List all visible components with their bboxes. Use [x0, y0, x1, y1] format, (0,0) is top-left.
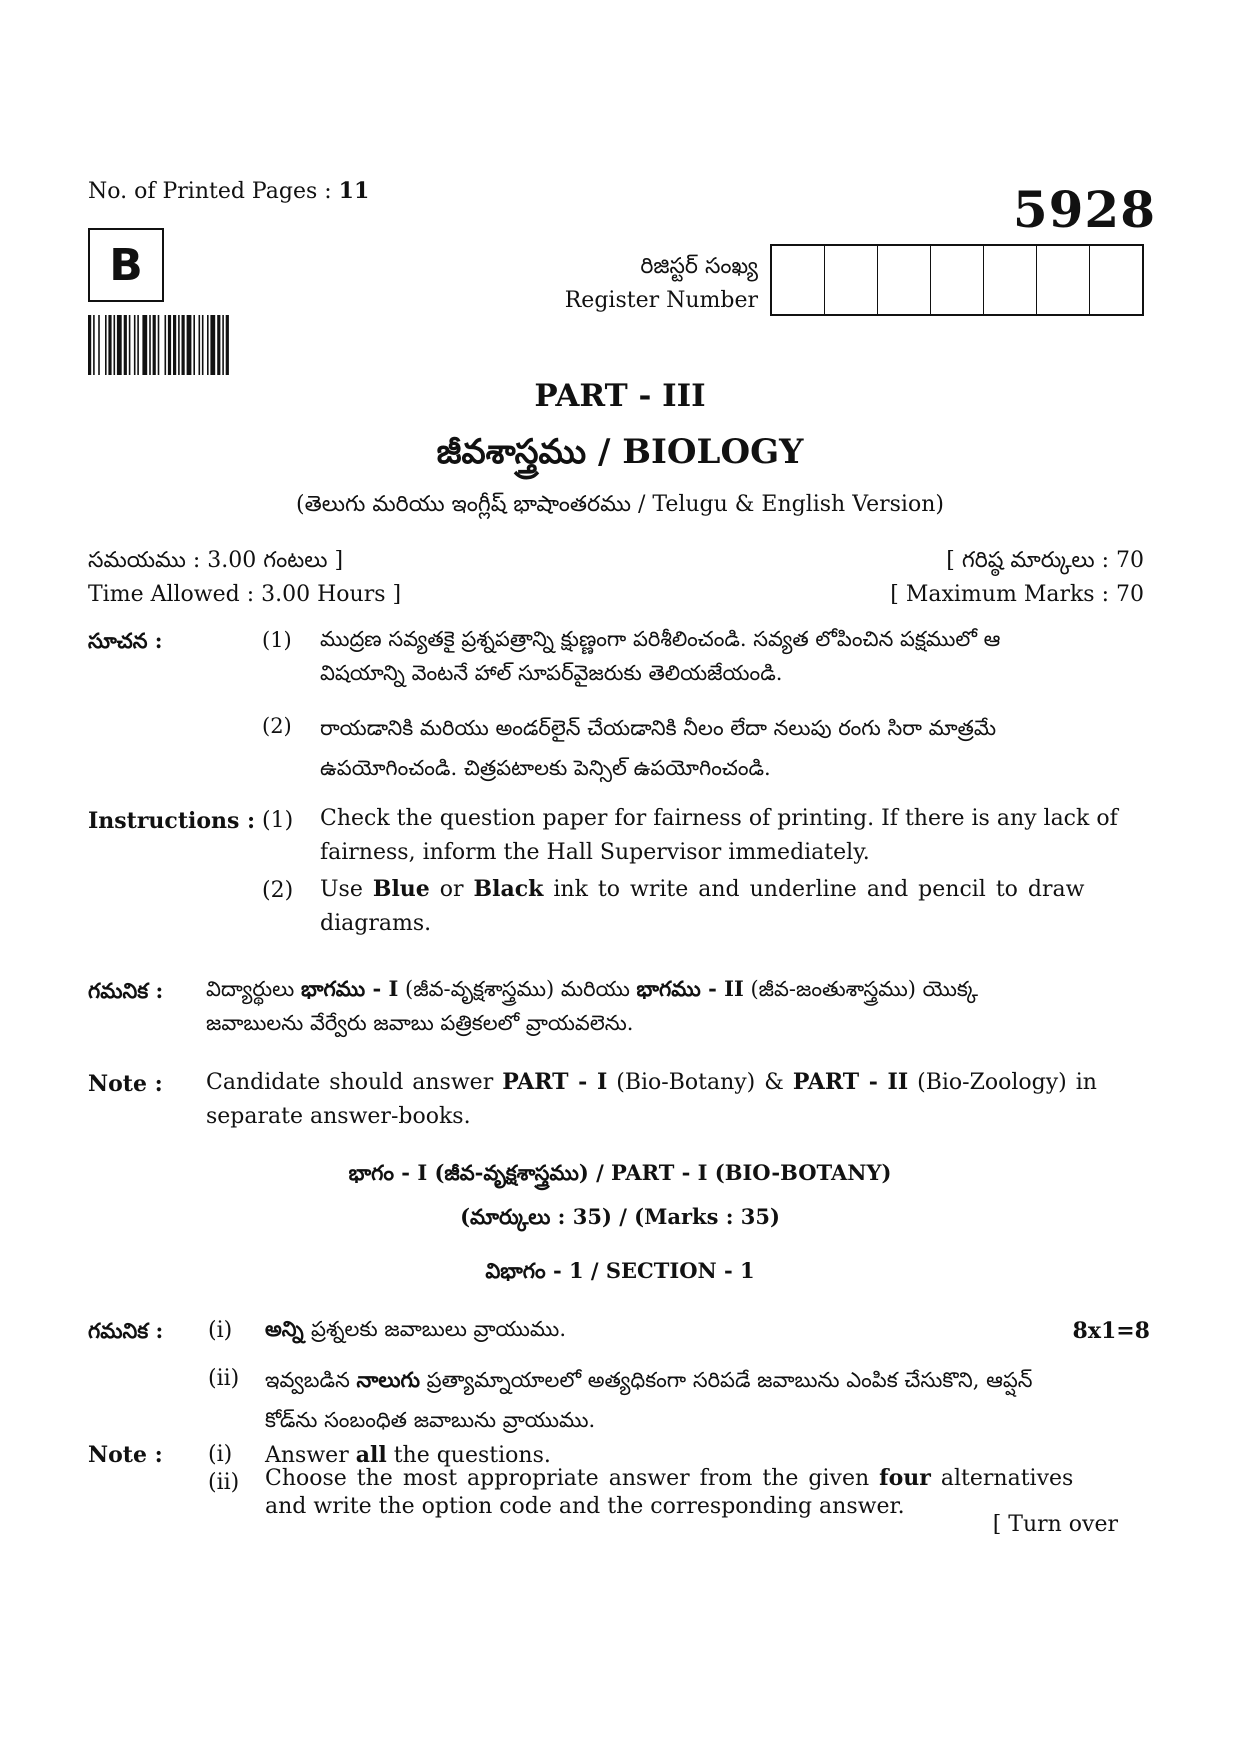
instructions-item-1-line-2: fairness, inform the Hall Supervisor immediately.: [320, 840, 870, 865]
register-digit-box[interactable]: [1090, 246, 1142, 314]
section-note-ii-line-1: [265, 1464, 1095, 1493]
suchana-item-2-line-1: రాయడానికి మరియు అండర్‌లైన్ చేయడానికి నీలం లేదా నలుపు రంగు సిరా మాత్రమే: [320, 716, 997, 740]
printed-pages-count: [88, 178, 369, 204]
note-label: Note :: [88, 1071, 163, 1097]
section-note-ii-text-b: alternatives: [930, 1466, 1074, 1491]
section-gamanika-label: గమనిక :: [88, 1318, 164, 1343]
section-gamanika-i-bold: అన్ని: [265, 1316, 312, 1341]
section-gamanika-i-number: (i): [208, 1318, 233, 1343]
suchana-item-1: [320, 622, 1150, 690]
section-gamanika-ii-line-2: కోడ్‌ను సంబంధిత జవాబును వ్రాయుము.: [265, 1408, 596, 1432]
section-note-ii-line-2: and write the option code and the corresponding answer.: [265, 1494, 905, 1519]
gamanika-line-2: జవాబులను వేర్వేరు జవాబు పత్రికలలో వ్రాయవలెను.: [206, 1011, 634, 1035]
instructions-item-2-bold-black: Black: [473, 876, 544, 902]
printed-pages-label: No. of Printed Pages :: [88, 179, 339, 204]
note-text-b: (Bio-Botany) &: [607, 1070, 793, 1095]
note-bold-part-2: PART - II: [792, 1069, 909, 1095]
instructions-label: Instructions :: [88, 808, 256, 834]
register-number-label: [500, 250, 758, 318]
note-text-c: (Bio-Zoology) in: [908, 1070, 1097, 1095]
instructions-item-2-text-a: Use: [320, 877, 373, 902]
register-number-boxes[interactable]: [770, 244, 1144, 316]
instructions-item-2-line-1: [320, 872, 1145, 907]
gamanika-text-b: (జీవ-వృక్షశాస్త్రము) మరియు: [398, 977, 637, 1001]
instructions-item-2-number: (2): [262, 878, 294, 903]
register-digit-box[interactable]: [878, 246, 931, 314]
gamanika-label: గమనిక :: [88, 978, 164, 1003]
section-gamanika-ii-line-1: [265, 1360, 1145, 1400]
instructions-item-1-line-1: Check the question paper for fairness of printing. If there is any lack of: [320, 806, 1118, 831]
register-digit-box[interactable]: [931, 246, 984, 314]
maximum-marks-english: [ Maximum Marks : 70: [890, 582, 1144, 607]
instructions-item-2-line-2: diagrams.: [320, 911, 432, 936]
section-gamanika-ii: [265, 1360, 1145, 1440]
note-line-1: [206, 1065, 1151, 1100]
note-line-2: separate answer-books.: [206, 1104, 471, 1129]
version-line: (తెలుగు మరియు ఇంగ్లీష్ భాషాంతరము / Telugu & English Version): [296, 492, 944, 517]
section-gamanika-ii-text-b: ప్రత్యామ్నాయాలలో అత్యధికంగా సరిపడే జవాబును ఎంపిక చేసుకొని, ఆప్షన్: [419, 1368, 1033, 1392]
suchana-label: సూచన :: [88, 628, 163, 653]
section-note-label: Note :: [88, 1442, 163, 1468]
gamanika-text: [206, 972, 1151, 1040]
gamanika-text-a: విద్యార్థులు: [206, 977, 301, 1001]
section-note-i-bold: all: [355, 1442, 387, 1468]
printed-pages-value: 11: [338, 178, 370, 204]
turn-over: [ Turn over: [992, 1512, 1118, 1537]
time-allowed-telugu: సమయము : 3.00 గంటలు ]: [88, 548, 344, 573]
register-digit-box[interactable]: [772, 246, 825, 314]
time-allowed-english: Time Allowed : 3.00 Hours ]: [88, 582, 402, 607]
section-note-ii: [265, 1464, 1095, 1521]
gamanika-line-1: [206, 972, 1151, 1006]
register-label-telugu: రిజిస్టర్ సంఖ్య: [640, 254, 758, 279]
register-digit-box[interactable]: [984, 246, 1037, 314]
section-note-ii-number: (ii): [208, 1470, 240, 1495]
section-note-i-text-b: the questions.: [386, 1443, 551, 1468]
section-marks: 8x1=8: [1072, 1318, 1150, 1344]
instructions-item-2-text-c: ink to write and underline and pencil to draw: [543, 877, 1085, 902]
section-gamanika-i-text: ప్రశ్నలకు జవాబులు వ్రాయుము.: [311, 1317, 566, 1341]
suchana-item-2-number: (2): [262, 714, 292, 738]
section-gamanika-ii-bold: నాలుగు: [356, 1367, 420, 1392]
section-one-heading: విభాగం - 1 / SECTION - 1: [485, 1258, 755, 1283]
suchana-item-1-line-2: విషయాన్ని వెంటనే హాల్ సూపర్‌వైజరుకు తెలియజేయండి.: [320, 661, 783, 685]
gamanika-bold-part-2: భాగము - II: [636, 976, 744, 1001]
series-badge: B: [88, 228, 164, 302]
register-digit-box[interactable]: [1037, 246, 1090, 314]
part-title: PART - III: [534, 378, 706, 414]
instructions-item-1: [320, 802, 1145, 870]
suchana-item-1-line-1: ముద్రణ సవ్యతకై ప్రశ్నపత్రాన్ని క్షుణ్ణంగా పరిశీలించండి. సవ్యత లోపించిన పక్షములో ఆ: [320, 627, 1001, 651]
gamanika-bold-part-1: భాగము - I: [300, 976, 399, 1001]
section-note-i-number: (i): [208, 1442, 233, 1467]
section-note-ii-bold: four: [879, 1465, 931, 1491]
section-note-ii-text-a: Choose the most appropriate answer from the given: [265, 1466, 880, 1491]
part-one-marks: (మార్కులు : 35) / (Marks : 35): [460, 1204, 780, 1229]
suchana-item-2: [320, 708, 1150, 788]
paper-code: 5928: [1012, 180, 1156, 239]
barcode: [88, 315, 288, 375]
suchana-item-1-number: (1): [262, 628, 292, 652]
instructions-item-2-text-b: or: [429, 877, 474, 902]
part-one-heading: భాగం - I (జీవ-వృక్షశాస్త్రము) / PART - I (BIO-BOTANY): [348, 1160, 892, 1185]
section-gamanika-ii-text-a: ఇవ్వబడిన: [265, 1368, 357, 1392]
maximum-marks-telugu: [ గరిష్ఠ మార్కులు : 70: [946, 548, 1144, 573]
register-digit-box[interactable]: [825, 246, 878, 314]
instructions-item-2: [320, 872, 1145, 941]
note-text-a: Candidate should answer: [206, 1070, 503, 1095]
gamanika-text-c: (జీవ-జంతుశాస్త్రము) యొక్క: [743, 977, 978, 1001]
note-bold-part-1: PART - I: [502, 1069, 608, 1095]
register-label-english: Register Number: [564, 288, 758, 313]
instructions-item-1-number: (1): [262, 808, 294, 833]
instructions-item-2-bold-blue: Blue: [372, 876, 430, 902]
subject-title: జీవశాస్త్రము / BIOLOGY: [436, 432, 804, 472]
section-gamanika-ii-number: (ii): [208, 1366, 240, 1391]
note-text: [206, 1065, 1151, 1134]
section-note-i-text-a: Answer: [265, 1443, 356, 1468]
section-gamanika-i: [265, 1312, 566, 1346]
suchana-item-2-line-2: ఉపయోగించండి. చిత్రపటాలకు పెన్సిల్ ఉపయోగించండి.: [320, 756, 771, 780]
